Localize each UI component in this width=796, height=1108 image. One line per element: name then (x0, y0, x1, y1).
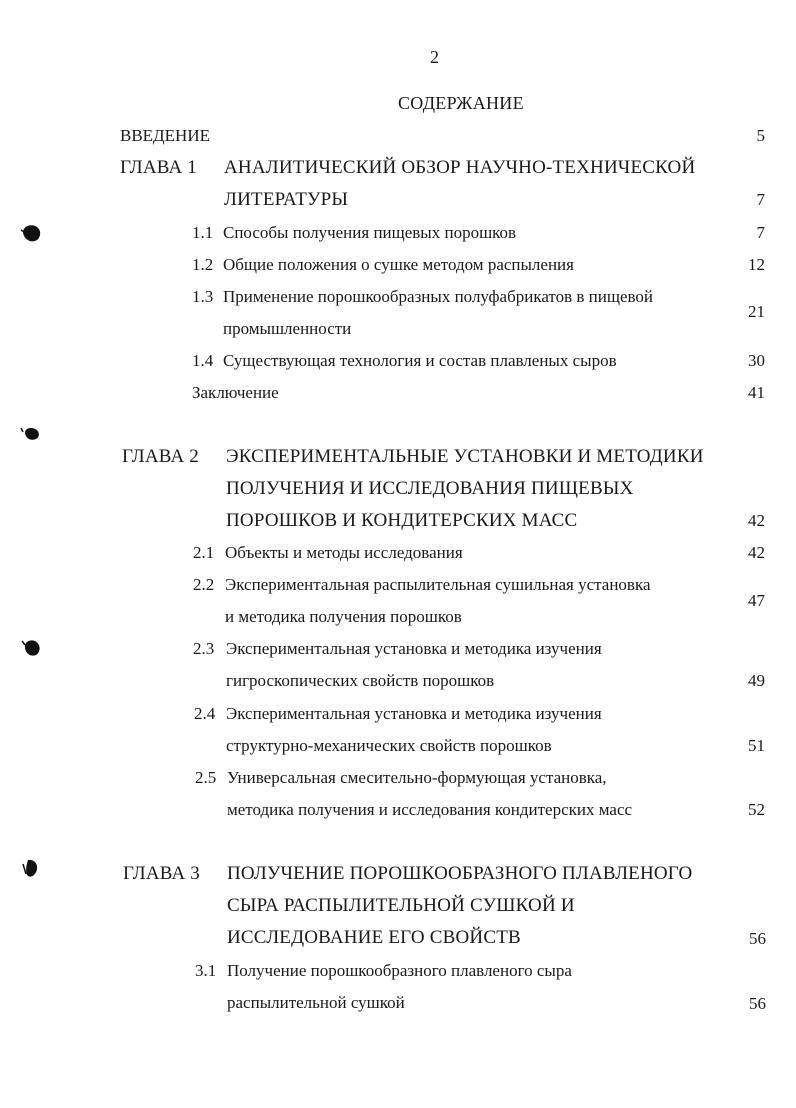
toc-entry-intro-title: ВВЕДЕНИЕ (120, 126, 210, 145)
scan-blot-icon (20, 222, 44, 244)
section-2-2-title-line2: и методика получения порошков (225, 607, 462, 626)
section-2-4-number: 2.4 (194, 704, 216, 723)
section-1-1-number: 1.1 (192, 223, 214, 242)
section-2-2-page: 47 (748, 591, 765, 610)
toc-entry-intro-page: 5 (756, 126, 765, 145)
section-1-4-title: Существующая технология и состав плавленых сыров (223, 351, 617, 370)
chapter-1-label: ГЛАВА 1 (120, 157, 198, 178)
section-2-3-page: 49 (748, 671, 765, 690)
section-2-1-number: 2.1 (193, 543, 215, 562)
chapter-2-title-line1: ЭКСПЕРИМЕНТАЛЬНЫЕ УСТАНОВКИ И МЕТОДИКИ (226, 446, 704, 467)
chapter-1-title-line1: АНАЛИТИЧЕСКИЙ ОБЗОР НАУЧНО-ТЕХНИЧЕСКОЙ (224, 157, 696, 178)
chapter-1-conclusion-title: Заключение (192, 383, 279, 402)
chapter-2-page: 42 (748, 511, 765, 530)
section-2-2-number: 2.2 (193, 575, 215, 594)
section-2-5-title-line1: Универсальная смесительно-формующая установка, (227, 768, 607, 787)
section-3-1-title-line1: Получение порошкообразного плавленого сыра (227, 961, 572, 980)
scan-blot-icon (20, 636, 44, 660)
section-1-3-title-line1: Применение порошкообразных полуфабрикатов в пищевой (223, 287, 654, 306)
section-1-2-number: 1.2 (192, 255, 214, 274)
chapter-3-title-line1: ПОЛУЧЕНИЕ ПОРОШКООБРАЗНОГО ПЛАВЛЕНОГО (227, 863, 693, 884)
chapter-3-title-line2: СЫРА РАСПЫЛИТЕЛЬНОЙ СУШКОЙ И (227, 895, 575, 916)
section-2-4-page: 51 (748, 736, 765, 755)
page-number: 2 (430, 47, 439, 67)
section-1-3-page: 21 (748, 302, 765, 321)
chapter-3-title-line3: ИССЛЕДОВАНИЕ ЕГО СВОЙСТВ (227, 927, 521, 948)
section-2-4-title-line2: структурно-механических свойств порошков (226, 736, 552, 755)
page-title: СОДЕРЖАНИЕ (398, 93, 524, 113)
section-3-1-title-line2: распылительной сушкой (227, 993, 405, 1012)
chapter-2-title-line3: ПОРОШКОВ И КОНДИТЕРСКИХ МАСС (226, 510, 578, 531)
section-1-2-page: 12 (748, 255, 765, 274)
section-1-2-title: Общие положения о сушке методом распыления (223, 255, 574, 274)
chapter-3-page: 56 (749, 929, 766, 948)
section-1-3-number: 1.3 (192, 287, 214, 306)
section-3-1-number: 3.1 (195, 961, 217, 980)
chapter-1-title-line2: ЛИТЕРАТУРЫ (224, 189, 349, 210)
scan-blot-icon (20, 856, 44, 882)
section-2-4-title-line1: Экспериментальная установка и методика изучения (226, 704, 602, 723)
section-2-5-number: 2.5 (195, 768, 217, 787)
section-2-3-number: 2.3 (193, 639, 215, 658)
chapter-3-label: ГЛАВА 3 (123, 863, 201, 884)
section-2-3-title-line1: Экспериментальная установка и методика изучения (226, 639, 602, 658)
chapter-1-conclusion-page: 41 (748, 383, 765, 402)
scan-blot-icon (20, 424, 44, 444)
section-2-1-title: Объекты и методы исследования (225, 543, 463, 562)
section-1-1-page: 7 (756, 223, 765, 242)
chapter-2-label: ГЛАВА 2 (122, 446, 200, 467)
section-2-5-title-line2: методика получения и исследования кондитерских масс (227, 800, 633, 819)
chapter-1-page: 7 (756, 190, 765, 209)
section-1-4-page: 30 (748, 351, 765, 370)
section-3-1-page: 56 (749, 994, 766, 1013)
section-1-3-title-line2: промышленности (223, 319, 352, 338)
section-2-3-title-line2: гигроскопических свойств порошков (226, 671, 495, 690)
section-2-1-page: 42 (748, 543, 765, 562)
section-2-2-title-line1: Экспериментальная распылительная сушильная установка (225, 575, 651, 594)
chapter-2-title-line2: ПОЛУЧЕНИЯ И ИССЛЕДОВАНИЯ ПИЩЕВЫХ (226, 478, 634, 499)
section-2-5-page: 52 (748, 800, 765, 819)
section-1-1-title: Способы получения пищевых порошков (223, 223, 517, 242)
section-1-4-number: 1.4 (192, 351, 214, 370)
